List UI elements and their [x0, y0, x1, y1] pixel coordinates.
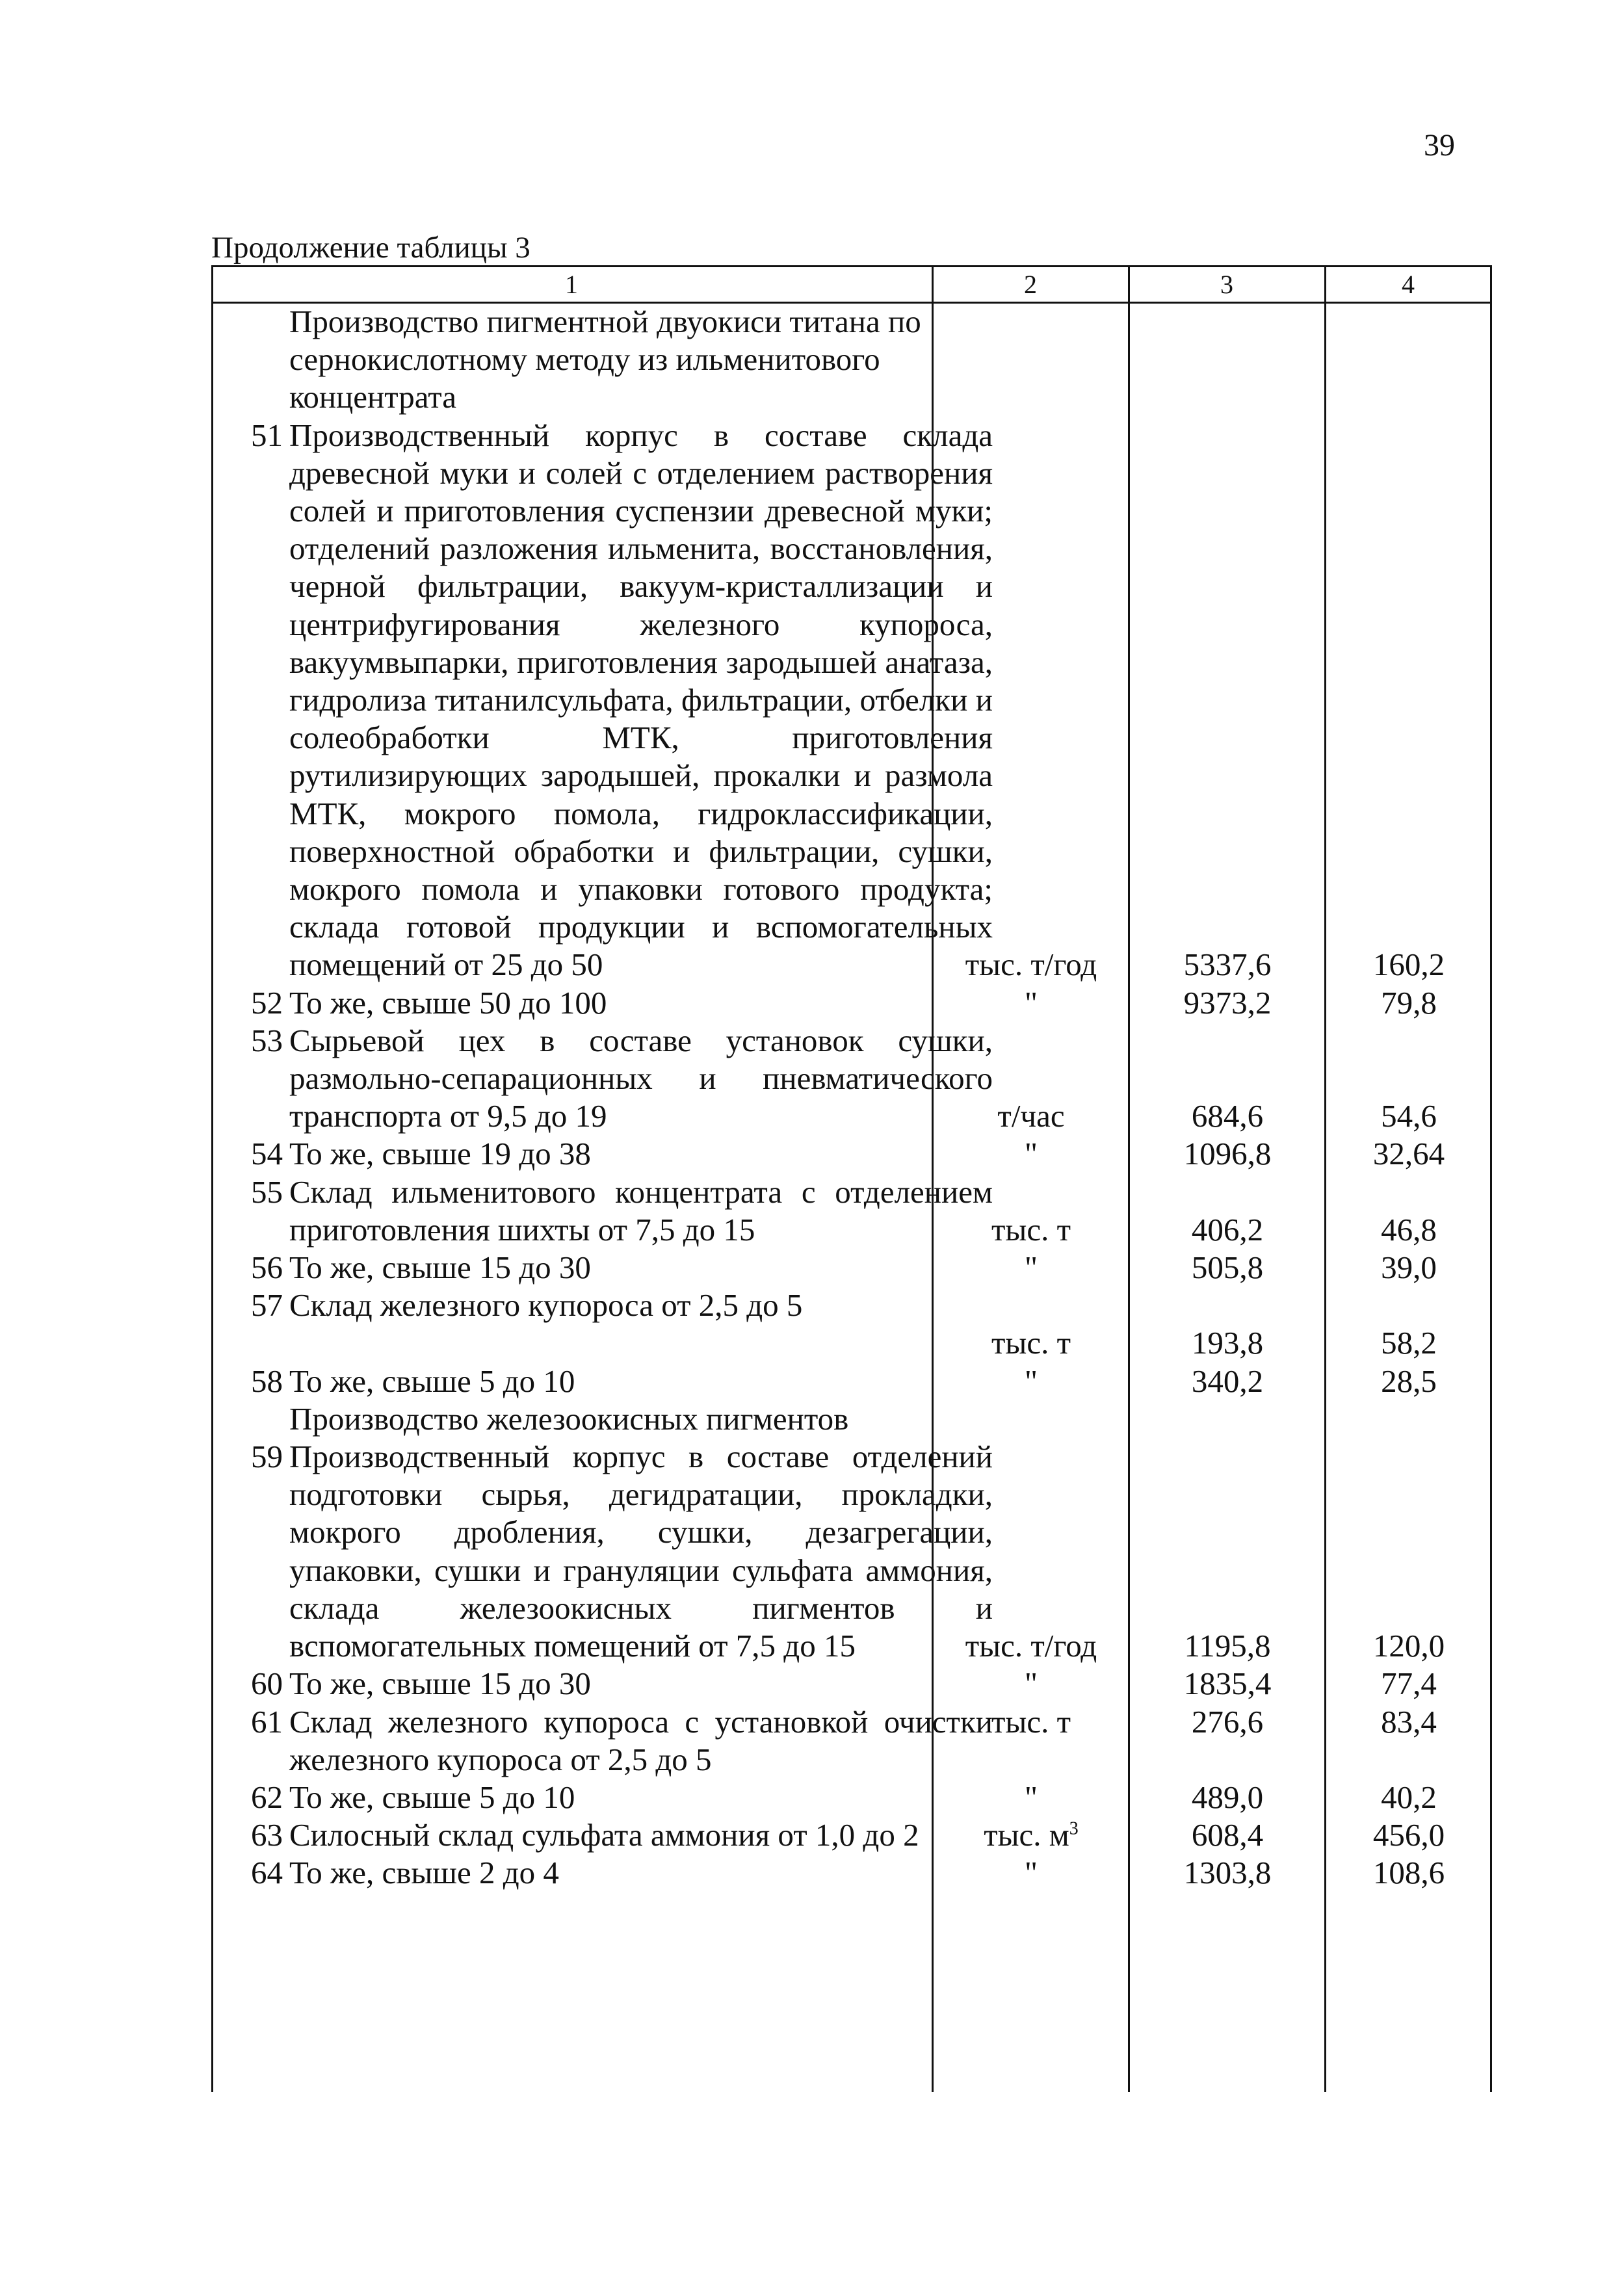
row-number: 62 [251, 1779, 283, 1815]
table-row [211, 1665, 1492, 1703]
col3-value: 1096,8 [1183, 1136, 1272, 1172]
unit-text: тыс. м [984, 1817, 1069, 1853]
row-number: 56 [251, 1249, 283, 1286]
unit-cell: " [1024, 1249, 1038, 1286]
row-number: 61 [251, 1703, 283, 1740]
unit-cell: " [1024, 1855, 1038, 1891]
row-number: 55 [251, 1173, 283, 1210]
unit-cell: " [1024, 984, 1038, 1021]
unit-cell: " [1024, 1136, 1038, 1172]
table-row [211, 417, 1492, 984]
row-number: 57 [251, 1287, 283, 1324]
col3-value: 505,8 [1191, 1249, 1264, 1286]
item-description: То же, свыше 2 до 4 [289, 1855, 559, 1891]
col4-value: 32,64 [1372, 1136, 1445, 1172]
page-number: 39 [1424, 128, 1455, 163]
table-row [211, 1438, 1492, 1665]
col3-value: 608,4 [1191, 1817, 1264, 1853]
item-description: Производственный корпус в составе склада древесной муки и солей с отделением растворения солей и приготовления суспензии древесной муки; отделений разложения ильменита, восстановления, черной фильтрации, вакуум-кристаллизации и центрифугирования железного купороса, вакуумвыпарки, приготовления зародышей анатаза, гидролиза титанилсульфата, фильтрации, отбелки и солеобработки МТК, приготовления рутилизирующих зародышей, прокалки и размола МТК, мокрого помола, гидроклассификации, поверхностной обработки и фильтрации, сушки, мокрого помола и упаковки готового продукта; склада готовой продукции и вспомогательных помещений от 25 до 50 [289, 417, 993, 983]
col3-value: 193,8 [1191, 1325, 1264, 1361]
item-description: То же, свыше 50 до 100 [289, 984, 607, 1021]
unit-cell: " [1024, 1666, 1038, 1702]
table-row [211, 1173, 1492, 1249]
section-heading-row [211, 303, 1492, 417]
row-number: 64 [251, 1855, 283, 1891]
table-row [211, 1816, 1492, 1854]
header-col-2: 2 [1024, 270, 1037, 299]
unit-cell: тыс. т [991, 1703, 1071, 1740]
col4-value: 83,4 [1381, 1703, 1437, 1740]
col4-value: 40,2 [1381, 1779, 1437, 1815]
item-description: То же, свыше 15 до 30 [289, 1249, 591, 1286]
col3-value: 340,2 [1191, 1363, 1264, 1399]
col4-value: 160,2 [1372, 947, 1445, 983]
header-col-3: 3 [1220, 270, 1233, 299]
unit-cell [933, 1816, 1129, 1854]
col4-value: 77,4 [1381, 1666, 1437, 1702]
unit-cell: тыс. т [991, 1325, 1071, 1361]
unit-cell: тыс. т [991, 1211, 1071, 1248]
col4-value: 46,8 [1381, 1211, 1437, 1248]
table-row [211, 1022, 1492, 1136]
col3-value: 5337,6 [1183, 947, 1272, 983]
table-row [211, 1779, 1492, 1816]
row-number: 58 [251, 1363, 283, 1399]
col3-value: 1195,8 [1184, 1628, 1271, 1664]
item-description: То же, свыше 19 до 38 [289, 1136, 591, 1172]
col3-value: 406,2 [1191, 1211, 1264, 1248]
item-description: Склад железного купороса с установкой очистки железного купороса от 2,5 до 5 [289, 1703, 993, 1777]
row-number: 59 [251, 1439, 283, 1475]
row-number: 60 [251, 1666, 283, 1702]
row-number: 52 [251, 984, 283, 1021]
col4-value: 108,6 [1372, 1855, 1445, 1891]
col4-value: 54,6 [1381, 1098, 1437, 1134]
unit-cell: т/час [997, 1098, 1065, 1134]
col4-value: 120,0 [1372, 1628, 1445, 1664]
table-row [211, 1363, 1492, 1400]
unit-cell: тыс. т/год [965, 1628, 1097, 1664]
unit-superscript: 3 [1069, 1818, 1079, 1839]
item-description: Производственный корпус в составе отделений подготовки сырья, дегидратации, прокладки, мокрого дробления, сушки, дезагрегации, упаковки, сушки и грануляции сульфата аммония, склада железоокисных пигментов и вспомогательных помещений от 7,5 до 15 [289, 1439, 993, 1664]
table-row [211, 1854, 1492, 1892]
section-heading-row [211, 1400, 1492, 1438]
header-col-1: 1 [565, 270, 578, 299]
item-description: Силосный склад сульфата аммония от 1,0 до 2 [289, 1817, 919, 1853]
data-table [211, 265, 1492, 2092]
item-description: Склад железного купороса от 2,5 до 5 [289, 1287, 803, 1324]
section-heading: Производство пигментной двуокиси титана по сернокислотному методу из ильменитового концентрата [289, 304, 921, 415]
item-description: Склад ильменитового концентрата с отделением приготовления шихты от 7,5 до 15 [289, 1173, 993, 1248]
col3-value: 276,6 [1191, 1703, 1264, 1740]
col4-value: 58,2 [1381, 1325, 1437, 1361]
col3-value: 1303,8 [1183, 1855, 1272, 1891]
col4-value: 79,8 [1381, 984, 1437, 1021]
col4-value: 39,0 [1381, 1249, 1437, 1286]
unit-cell: тыс. т/год [965, 947, 1097, 983]
row-number: 63 [251, 1817, 283, 1853]
table-row [211, 1249, 1492, 1287]
table-row [211, 1135, 1492, 1173]
row-number: 54 [251, 1136, 283, 1172]
item-description: То же, свыше 15 до 30 [289, 1666, 591, 1702]
section-heading: Производство железоокисных пигментов [289, 1400, 849, 1437]
col4-value: 28,5 [1381, 1363, 1437, 1399]
row-number: 53 [251, 1022, 283, 1058]
col3-value: 684,6 [1191, 1098, 1264, 1134]
col4-value: 456,0 [1372, 1817, 1445, 1853]
row-number: 51 [251, 417, 283, 453]
header-col-4: 4 [1402, 270, 1415, 299]
table-row [211, 1287, 1492, 1362]
table-row [211, 984, 1492, 1022]
unit-cell: " [1024, 1779, 1038, 1815]
table-row [211, 1703, 1492, 1779]
item-description: То же, свыше 5 до 10 [289, 1779, 575, 1815]
table-top-border [211, 265, 1492, 267]
table-body [211, 303, 1492, 1892]
col3-value: 489,0 [1191, 1779, 1264, 1815]
unit-cell: " [1024, 1363, 1038, 1399]
col3-value: 9373,2 [1183, 984, 1272, 1021]
table-caption: Продолжение таблицы 3 [211, 231, 530, 265]
item-description: То же, свыше 5 до 10 [289, 1363, 575, 1399]
col3-value: 1835,4 [1183, 1666, 1272, 1702]
item-description: Сырьевой цех в составе установок сушки, размольно-сепарационных и пневматического транспорта от 9,5 до 19 [289, 1022, 993, 1134]
